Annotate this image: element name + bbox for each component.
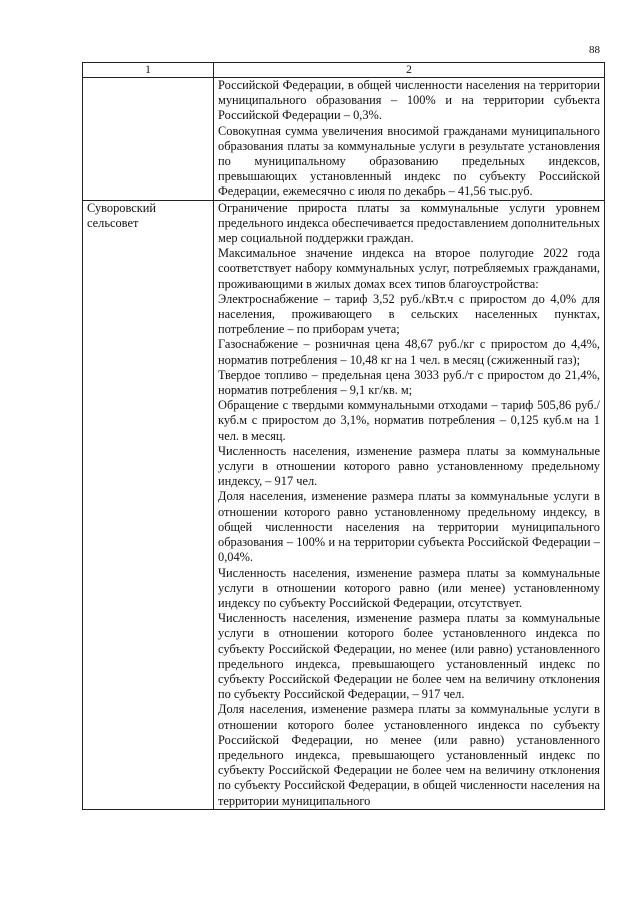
row-label-municipality: Суворовский сельсовет [83, 200, 214, 809]
paragraph: Совокупная сумма увеличения вносимой гражданами муниципального образования платы за коммунальные услуги в результате установления по муниципальному образованию предельных индексов, превышающих установленный индекс по субъекту Российской Федерации, ежемесячно с июля по декабрь – 41,56 тыс.руб. [218, 123, 600, 199]
paragraph: Численность населения, изменение размера платы за коммунальные услуги в отношении которого более установленного индекса по субъекту Российской Федерации, но менее (или равно) установленного предельного индекса, превышающего установленный индекс по субъекту Российской Федерации не более чем на величину отклонения по субъекту Российской Федерации, – 917 чел. [218, 611, 600, 702]
paragraph: Твердое топливо – предельная цена 3033 руб./т с приростом до 21,4%, норматив потребления – 9,1 кг/кв. м; [218, 367, 600, 398]
row-text-cell [214, 78, 605, 201]
row-label-empty [83, 78, 214, 201]
paragraph: Доля населения, изменение размера платы за коммунальные услуги в отношении которого равно установленному предельному индексу, в общей численности населения на территории муниципального образования – 100% и на территории субъекта Российской Федерации – 0,04%. [218, 489, 600, 565]
paragraph: Максимальное значение индекса на второе полугодие 2022 года соответствует набору коммунальных услуг, потребляемых гражданами, проживающими в жилых домах всех типов благоустройства: [218, 246, 600, 291]
document-table [82, 62, 605, 810]
paragraph: Численность населения, изменение размера платы за коммунальные услуги в отношении которого равно (или менее) установленному индексу по субъекту Российской Федерации, отсутствует. [218, 565, 600, 610]
column-header-1: 1 [83, 63, 214, 78]
paragraph: Газоснабжение – розничная цена 48,67 руб./кг с приростом до 4,4%, норматив потребления – 10,48 кг на 1 чел. в месяц (сжиженный газ); [218, 337, 600, 367]
paragraph: Российской Федерации, в общей численности населения на территории муниципального образования – 100% и на территории субъекта Российской Федерации – 0,3%. [218, 78, 600, 123]
paragraph: Ограничение прироста платы за коммунальные услуги уровнем предельного индекса обеспечивается предоставлением дополнительных мер социальной поддержки граждан. [218, 200, 600, 246]
paragraph: Электроснабжение – тариф 3,52 руб./кВт.ч с приростом до 4,0% для населения, проживающего в сельских населенных пунктах, потребление – по приборам учета; [218, 291, 600, 337]
table-row-suvorovsky [83, 200, 605, 809]
table-header-row [83, 63, 605, 78]
table-row-continuation [83, 78, 605, 201]
paragraph: Обращение с твердыми коммунальными отходами – тариф 505,86 руб./куб.м с приростом до 3,1%, норматив потребления – 0,125 куб.м на 1 чел. в месяц. [218, 398, 600, 443]
column-header-2: 2 [214, 63, 605, 78]
row-text-cell [214, 200, 605, 809]
paragraph: Доля населения, изменение размера платы за коммунальные услуги в отношении которого более установленного индекса по субъекту Российской Федерации, но менее (или равно) установленного предельного индекса, превышающего установленный индекс по субъекту Российской Федерации не более чем на величину отклонения по субъекту Российской Федерации, в общей численности населения на территории муниципального [218, 702, 600, 808]
paragraph: Численность населения, изменение размера платы за коммунальные услуги в отношении которого равно установленному предельному индексу, – 917 чел. [218, 443, 600, 489]
page-number: 88 [589, 44, 600, 56]
